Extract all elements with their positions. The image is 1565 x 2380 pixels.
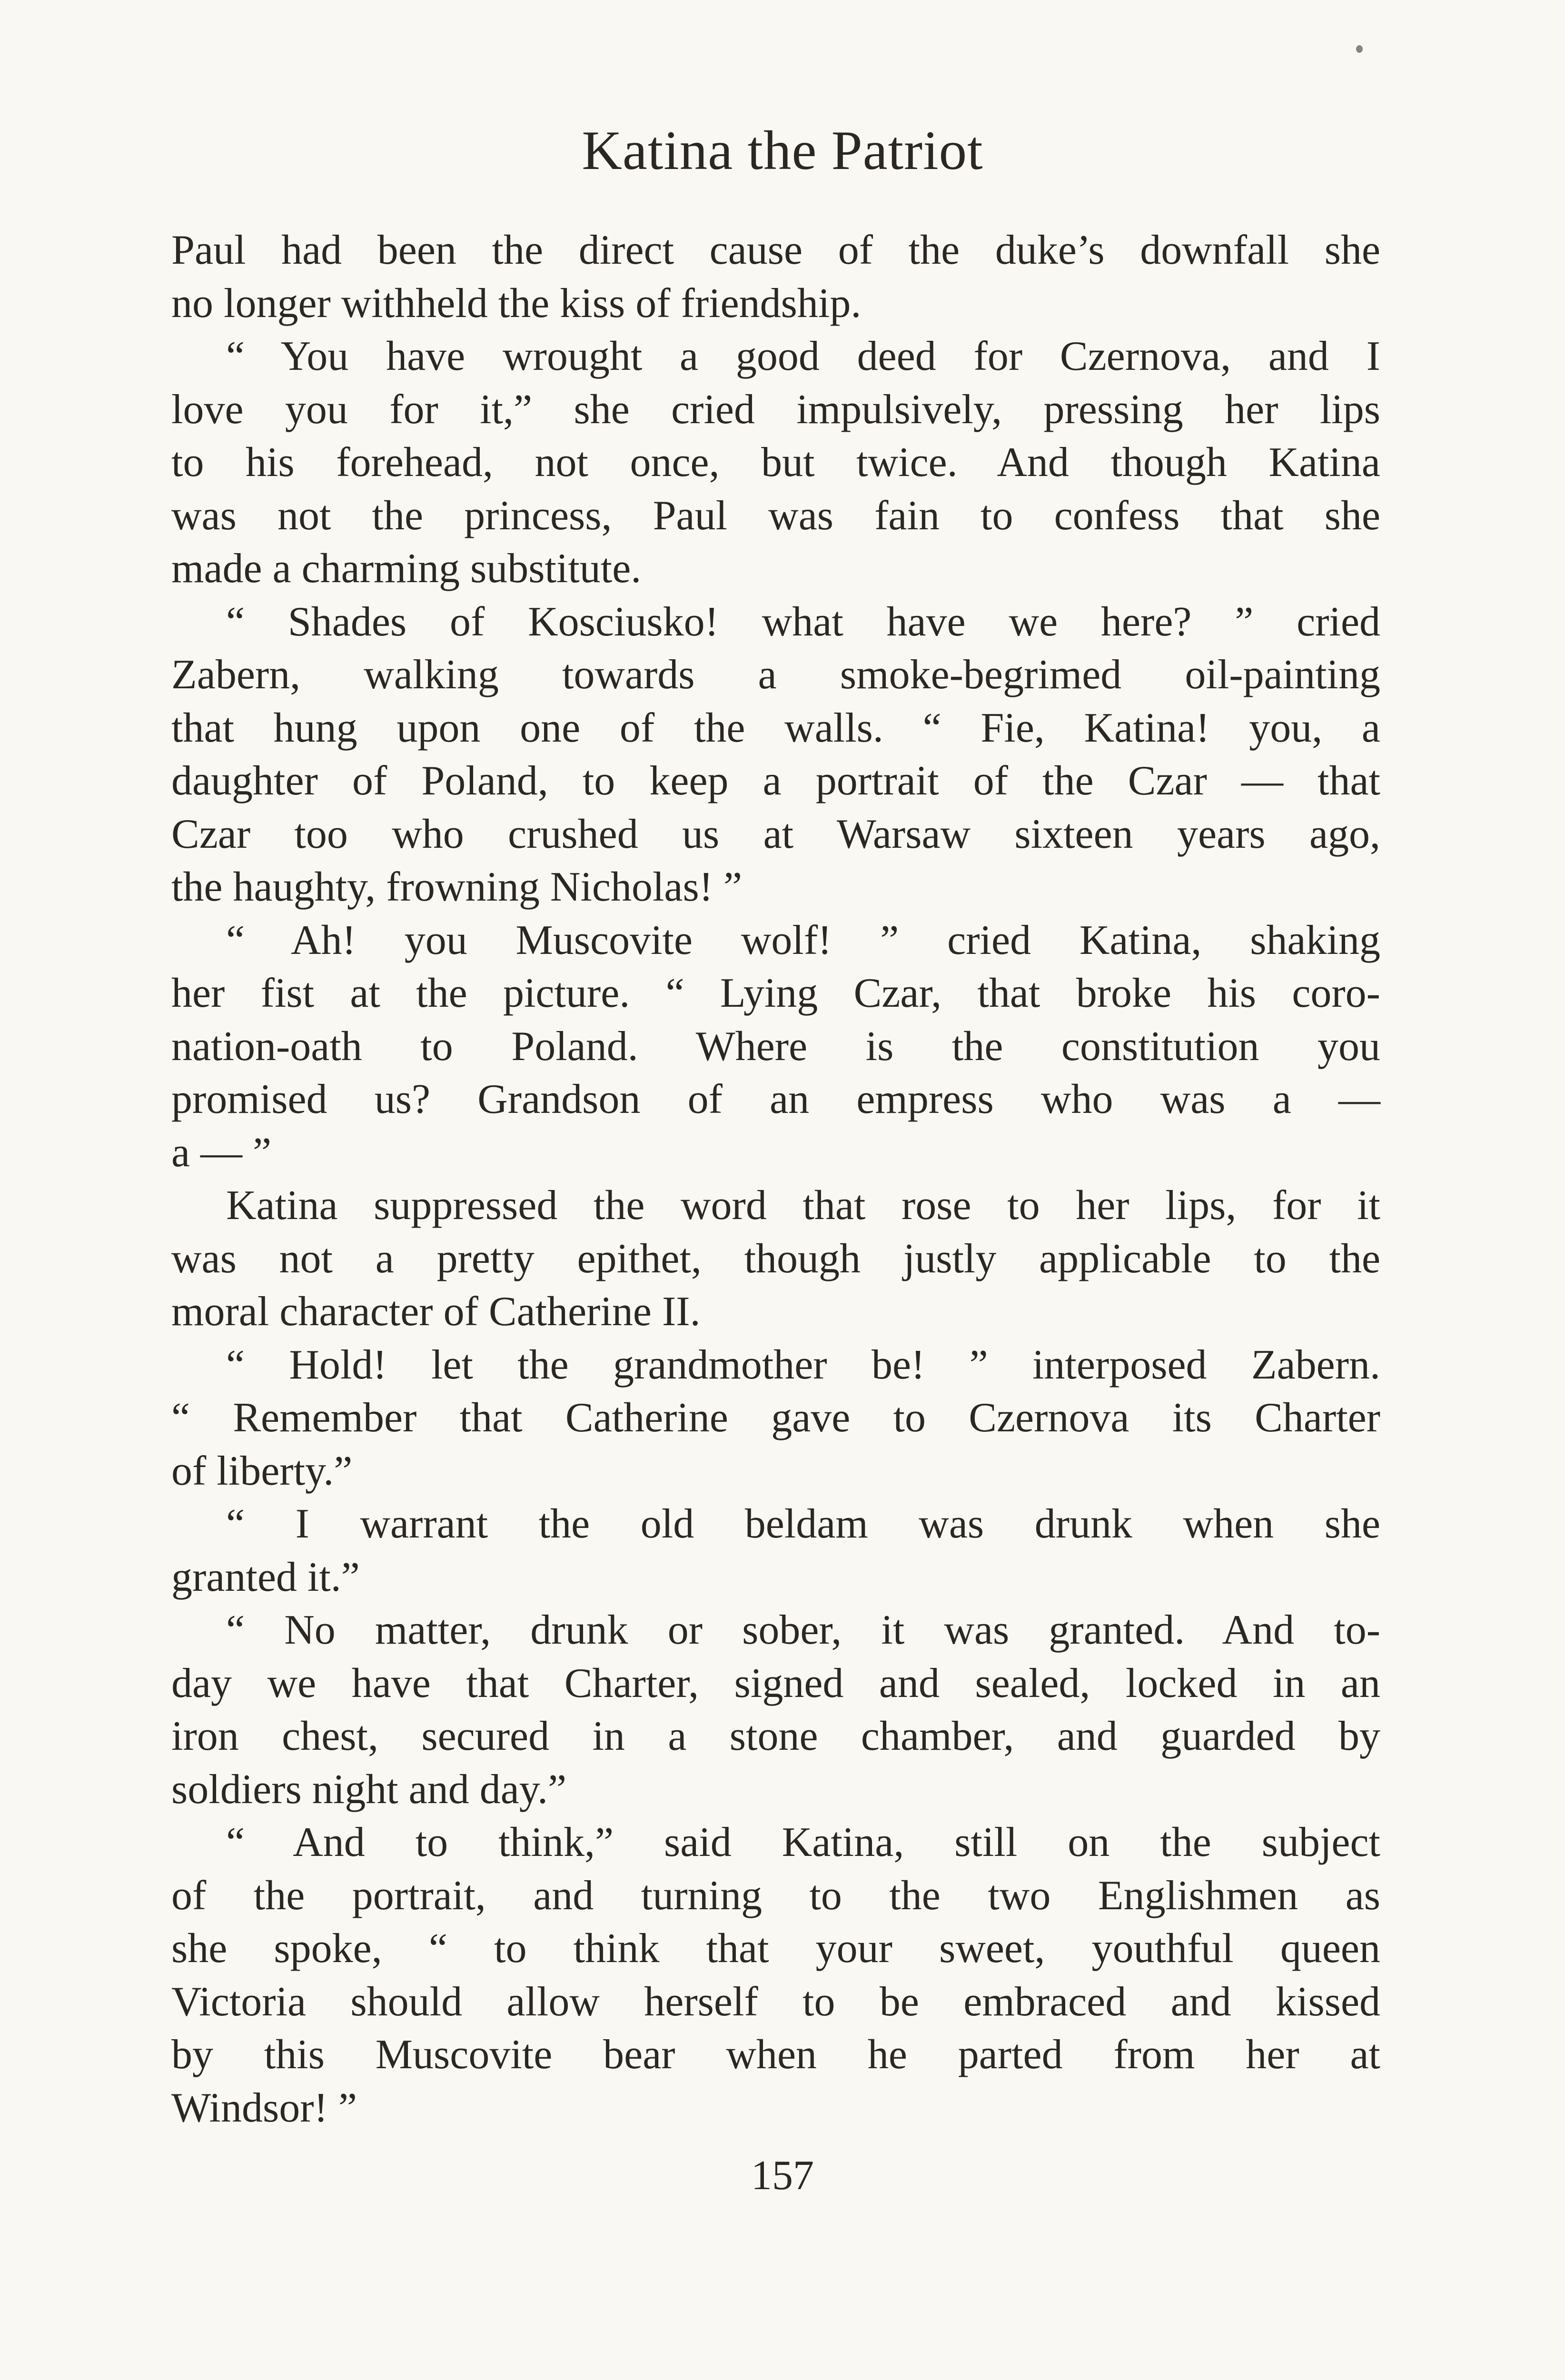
text-line: to his forehead, not once, but twice. And though Katina [171,439,1380,486]
text-line: was not a pretty epithet, though justly applicable to the [171,1235,1380,1282]
text-line: iron chest, secured in a stone chamber, and guarded by [171,1713,1380,1759]
text-line: no longer withheld the kiss of friendship. [171,280,862,327]
text-line: Katina suppressed the word that rose to her lips, for it [226,1182,1380,1229]
text-line: was not the princess, Paul was fain to confess that she [171,492,1380,539]
text-line: “ You have wrought a good deed for Czernova, and I [226,333,1380,379]
text-line: granted it.” [171,1554,360,1600]
text-line: “ No matter, drunk or sober, it was granted. And to- [226,1607,1380,1653]
text-line: promised us? Grandson of an empress who was a — [171,1076,1380,1122]
text-line: of liberty.” [171,1448,353,1494]
text-line: “ Remember that Catherine gave to Czernova its Charter [171,1395,1380,1441]
text-line: a — ” [171,1129,272,1176]
text-line: Czar too who crushed us at Warsaw sixteen years ago, [171,811,1380,857]
text-line: moral character of Catherine II. [171,1289,701,1335]
text-line: “ I warrant the old beldam was drunk when she [226,1501,1380,1547]
text-line: Zabern, walking towards a smoke-begrimed oil-painting [171,652,1380,698]
text-line: soldiers night and day.” [171,1766,567,1813]
text-line: that hung upon one of the walls. “ Fie, Katina! you, a [171,704,1380,751]
text-line: love you for it,” she cried impulsively, pressing her lips [171,386,1380,433]
body-text [171,224,1380,2134]
text-line: “ Shades of Kosciusko! what have we here? ” cried [226,598,1380,645]
text-line: by this Muscovite bear when he parted from her at [171,2032,1380,2078]
text-line: “ Ah! you Muscovite wolf! ” cried Katina, shaking [226,917,1380,963]
text-line: Windsor! ” [171,2084,357,2131]
text-line: day we have that Charter, signed and sealed, locked in an [171,1660,1380,1706]
text-line: nation-oath to Poland. Where is the constitution you [171,1023,1380,1070]
running-head: Katina the Patriot [582,120,983,181]
text-line: “ Hold! let the grandmother be! ” interposed Zabern. [226,1341,1380,1388]
text-line: “ And to think,” said Katina, still on the subject [226,1819,1380,1865]
text-line: made a charming substitute. [171,545,642,592]
text-line: Victoria should allow herself to be embraced and kissed [171,1978,1380,2025]
text-line: Paul had been the direct cause of the duke’s downfall she [171,227,1380,273]
text-line: daughter of Poland, to keep a portrait of the Czar — that [171,758,1380,804]
text-line: of the portrait, and turning to the two Englishmen as [171,1872,1380,1919]
text-line: she spoke, “ to think that your sweet, youthful queen [171,1925,1380,1972]
text-line: her fist at the picture. “ Lying Czar, that broke his coro- [171,970,1380,1016]
ink-spot [1356,45,1363,53]
page-number: 157 [751,2152,814,2199]
text-line: the haughty, frowning Nicholas! ” [171,864,743,910]
